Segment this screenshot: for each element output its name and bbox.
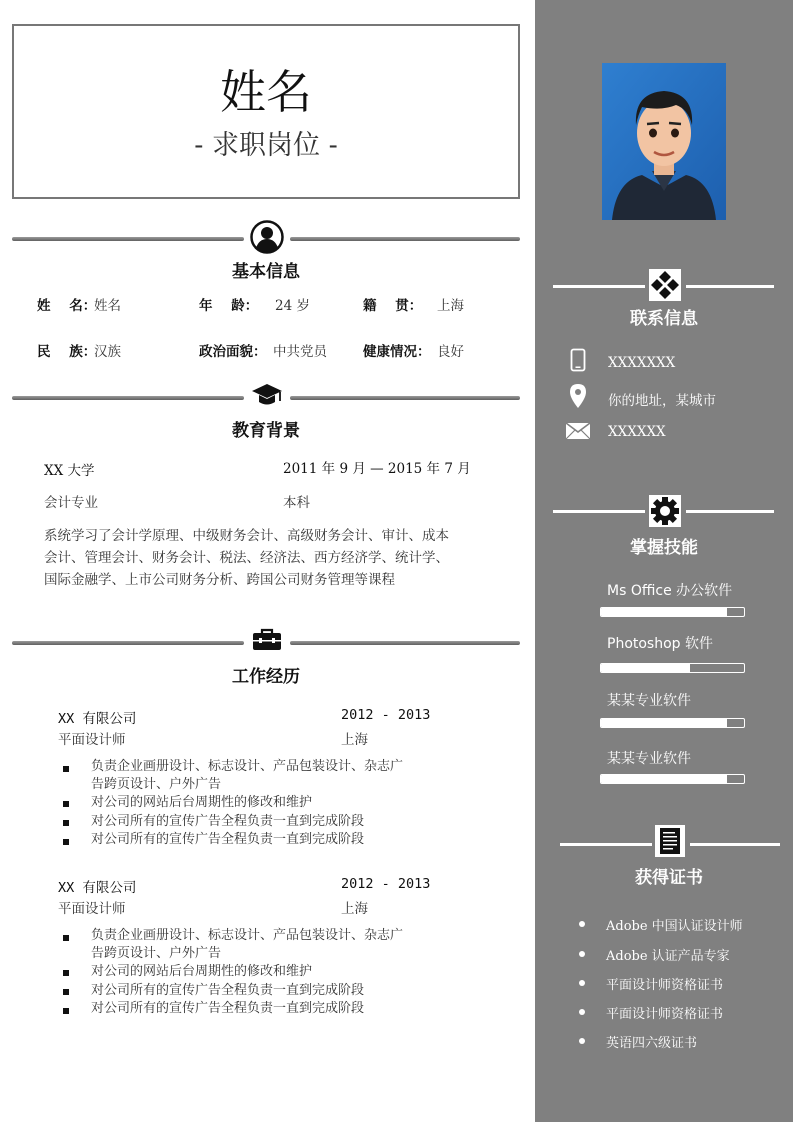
- work-rule-right: [290, 641, 520, 645]
- skills-title: 掌握技能: [630, 538, 698, 558]
- education-rule-right: [290, 396, 520, 400]
- skill-3-fill: [601, 719, 727, 727]
- skills-rule-left: [553, 510, 645, 513]
- field-label-age: 年 龄：: [199, 298, 259, 314]
- job-2-duty-bullet: [63, 989, 69, 995]
- contact-title: 联系信息: [630, 309, 698, 329]
- field-value-health: 良好: [437, 344, 464, 360]
- cert-bullet: [579, 1009, 585, 1015]
- major: 会计专业: [44, 495, 98, 511]
- skill-3-bar: [600, 718, 745, 728]
- field-value-ethnicity: 汉族: [94, 344, 121, 360]
- job-title: - 求职岗位 -: [194, 130, 338, 161]
- certificate-icon: [654, 824, 686, 858]
- work-rule-left: [12, 641, 244, 645]
- job-2-duty-1-line-1: 负责企业画册设计、标志设计、产品包装设计、杂志广: [91, 928, 404, 943]
- job-2-duty-4: 对公司所有的宣传广告全程负责一直到完成阶段: [91, 1001, 365, 1016]
- skill-1-bar: [600, 607, 745, 617]
- job-2-city: 上海: [341, 901, 368, 917]
- cert-bullet: [579, 1038, 585, 1044]
- job-2-duty-1-line-2: 告跨页设计、户外广告: [91, 946, 222, 961]
- job-1-duty-4: 对公司所有的宣传广告全程负责一直到完成阶段: [91, 832, 365, 847]
- field-label-health: 健康情况：: [363, 344, 431, 360]
- job-1-duty-1-line-1: 负责企业画册设计、标志设计、产品包装设计、杂志广: [91, 759, 404, 774]
- skill-4-name: 某某专业软件: [607, 751, 691, 767]
- job-1-duty-3: 对公司所有的宣传广告全程负责一直到完成阶段: [91, 814, 365, 829]
- job-1-role: 平面设计师: [58, 732, 126, 748]
- contact-rule-left: [553, 285, 645, 288]
- name-heading: 姓名: [220, 65, 312, 119]
- job-1-company: XX 有限公司: [58, 711, 137, 727]
- job-1-duty-bullet: [63, 801, 69, 807]
- job-1-duty-1-line-2: 告跨页设计、户外广告: [91, 777, 222, 792]
- field-value-age: 24 岁: [275, 298, 310, 314]
- education-desc-line-1: 系统学习了会计学原理、中级财务会计、高级财务会计、审计、成本: [44, 528, 449, 544]
- education-desc-line-2: 会计、管理会计、财务会计、税法、经济法、西方经济学、统计学、: [44, 550, 449, 566]
- skill-4-bar: [600, 774, 745, 784]
- skill-2-fill: [601, 664, 690, 672]
- gear-icon: [648, 494, 682, 528]
- school-name: XX 大学: [44, 463, 95, 479]
- cert-item-4: 平面设计师资格证书: [606, 1007, 724, 1022]
- certificates-rule-left: [560, 843, 652, 846]
- contact-email: XXXXXX: [608, 424, 666, 440]
- cert-item-3: 平面设计师资格证书: [606, 978, 724, 993]
- job-2-duty-3: 对公司所有的宣传广告全程负责一直到完成阶段: [91, 983, 365, 998]
- cert-item-1: Adobe 中国认证设计师: [606, 919, 743, 934]
- skill-4-fill: [601, 775, 727, 783]
- location-icon: [569, 383, 587, 409]
- cert-item-5: 英语四六级证书: [606, 1036, 698, 1051]
- skill-3-name: 某某专业软件: [607, 693, 691, 709]
- contact-address: 你的地址，某城市: [608, 393, 716, 409]
- diamond-icon: [648, 268, 682, 302]
- field-label-ethnicity: 民 族：: [37, 344, 97, 360]
- phone-icon: [570, 348, 586, 372]
- basic-info-rule-left: [12, 237, 244, 241]
- field-label-political: 政治面貌：: [199, 344, 267, 360]
- certificates-title: 获得证书: [635, 868, 703, 888]
- work-title: 工作经历: [232, 667, 300, 687]
- cert-bullet: [579, 951, 585, 957]
- profile-photo: [602, 63, 726, 220]
- job-1-city: 上海: [341, 732, 368, 748]
- skill-2-name: Photoshop 软件: [607, 636, 714, 652]
- job-2-years: 2012 - 2013: [341, 876, 431, 892]
- job-1-duty-2: 对公司的网站后台周期性的修改和维护: [91, 795, 313, 810]
- job-1-duty-bullet: [63, 766, 69, 772]
- job-2-duty-bullet: [63, 970, 69, 976]
- cert-bullet: [579, 980, 585, 986]
- mail-icon: [565, 422, 591, 440]
- skills-rule-right: [686, 510, 774, 513]
- field-value-name: 姓名: [94, 298, 121, 314]
- education-title: 教育背景: [232, 421, 300, 441]
- contact-rule-right: [686, 285, 774, 288]
- cert-bullet: [579, 921, 585, 927]
- education-period: 2011 年 9 月 — 2015 年 7 月: [283, 461, 471, 477]
- job-2-company: XX 有限公司: [58, 880, 137, 896]
- skill-1-fill: [601, 608, 727, 616]
- job-2-role: 平面设计师: [58, 901, 126, 917]
- cert-item-2: Adobe 认证产品专家: [606, 949, 730, 964]
- field-value-political: 中共党员: [273, 344, 327, 360]
- job-2-duty-bullet: [63, 935, 69, 941]
- field-label-hometown: 籍 贯：: [363, 298, 423, 314]
- basic-info-rule-right: [290, 237, 520, 241]
- job-2-duty-bullet: [63, 1008, 69, 1014]
- degree: 本科: [283, 495, 310, 511]
- graduation-cap-icon: [250, 380, 284, 410]
- contact-phone: XXXXXXX: [608, 355, 676, 371]
- education-desc-line-3: 国际金融学、上市公司财务分析、跨国公司财务管理等课程: [44, 572, 395, 588]
- education-rule-left: [12, 396, 244, 400]
- field-label-name: 姓 名：: [37, 298, 97, 314]
- certificates-rule-right: [690, 843, 780, 846]
- skill-2-bar: [600, 663, 745, 673]
- field-value-hometown: 上海: [437, 298, 464, 314]
- job-2-duty-2: 对公司的网站后台周期性的修改和维护: [91, 964, 313, 979]
- skill-1-name: Ms Office 办公软件: [607, 583, 733, 599]
- job-1-duty-bullet: [63, 820, 69, 826]
- job-1-duty-bullet: [63, 839, 69, 845]
- person-icon: [250, 220, 284, 254]
- job-1-years: 2012 - 2013: [341, 707, 431, 723]
- basic-info-title: 基本信息: [232, 262, 300, 282]
- briefcase-icon: [250, 626, 284, 654]
